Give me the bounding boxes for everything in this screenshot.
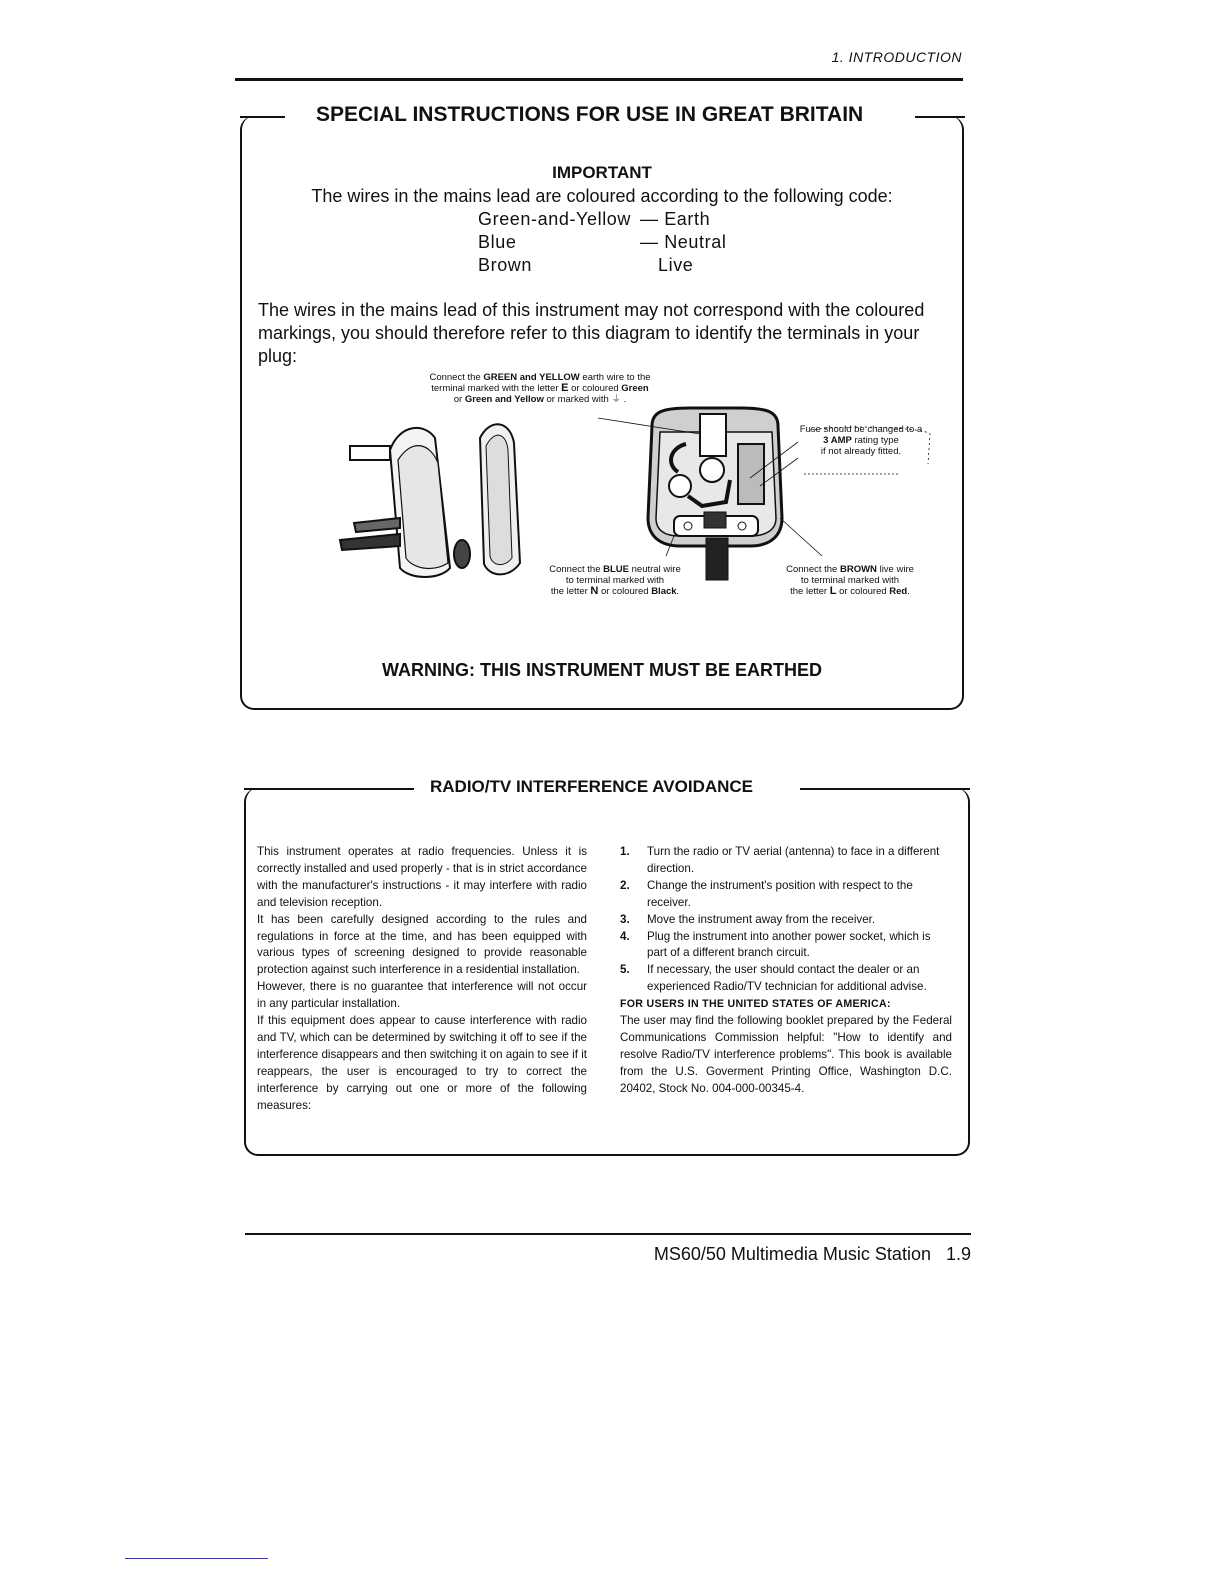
plug-exploded-view bbox=[340, 424, 520, 577]
interference-paragraph: If this equipment does appear to cause interference with radio and TV, which can be determined by switching it off to see if the interference disappears and then switching it on again to see if it reappears, the user is encouraged to try to correct the interference by carrying out one or more of the following measures: bbox=[257, 1014, 587, 1112]
interference-paragraph: However, there is no guarantee that interference will not occur in any particular installation. bbox=[257, 980, 587, 1011]
callout-text: the letter bbox=[790, 586, 830, 597]
list-item bbox=[620, 912, 952, 929]
wire-colour: Green-and-Yellow bbox=[478, 209, 632, 229]
callout-text: Connect the bbox=[786, 564, 840, 575]
callout-emphasis: BLUE bbox=[603, 564, 629, 575]
interference-paragraph: This instrument operates at radio frequencies. Unless it is correctly installed and used properly - that is in strict accordance with the manufacturer's instructions - it may interfere with radio and television reception. bbox=[257, 845, 587, 909]
box-top-border-left bbox=[244, 788, 414, 790]
callout-emphasis: Black bbox=[651, 586, 677, 597]
callout-text: or marked with bbox=[543, 394, 612, 405]
plug-wiring-diagram bbox=[330, 368, 950, 608]
callout-text: . bbox=[907, 586, 910, 597]
measures-list bbox=[620, 844, 952, 996]
earth-callout bbox=[400, 372, 680, 405]
callout-emphasis: BROWN bbox=[839, 564, 877, 575]
wire-code-row bbox=[478, 255, 693, 276]
callout-text: live wire bbox=[876, 564, 914, 575]
interference-intro-column bbox=[257, 844, 587, 1115]
interference-paragraph: It has been carefully designed according to the rules and regulations in force at the time, and has been equipped with various types of screening designed to provide reasonable protection against such interference in a residential installation. bbox=[257, 912, 587, 977]
callout-emphasis: Red bbox=[889, 586, 908, 597]
callout-text: or bbox=[453, 394, 465, 405]
callout-emphasis: Green bbox=[621, 383, 649, 394]
callout-emphasis: E bbox=[561, 382, 569, 394]
list-item bbox=[620, 929, 952, 963]
callout-text: terminal marked with the letter bbox=[431, 383, 562, 394]
callout-text: if not already fitted. bbox=[820, 446, 902, 457]
list-text: Turn the radio or TV aerial (antenna) to face in a different direction. bbox=[647, 845, 940, 875]
fuse-callout bbox=[776, 424, 946, 457]
callout-emphasis: L bbox=[829, 585, 837, 597]
callout-emphasis: 3 AMP bbox=[823, 435, 852, 446]
callout-text: the letter bbox=[550, 586, 591, 597]
callout-text: Connect the bbox=[549, 564, 604, 575]
wire-meaning: — Earth bbox=[640, 209, 711, 229]
list-number: 1. bbox=[620, 845, 630, 858]
list-number: 5. bbox=[620, 963, 630, 977]
callout-text: rating type bbox=[851, 435, 899, 446]
neutral-callout bbox=[530, 564, 700, 597]
wire-code-row bbox=[478, 232, 726, 253]
interference-measures-column bbox=[620, 844, 952, 1098]
bottom-link-underline bbox=[125, 1558, 268, 1559]
box-top-border-left bbox=[240, 116, 285, 118]
usa-paragraph: The user may find the following booklet prepared by the Federal Communications Commission helpful: "How to identify and resolve Radio/TV interference problems". This book is available from the U.S. Goverment Printing Office, Washington D.C. 20402, Stock No. 004-000-00345-4. bbox=[620, 1014, 952, 1095]
list-number: 2. bbox=[620, 878, 630, 892]
list-text: Plug the instrument into another power socket, which is part of a different branch circuit. bbox=[647, 929, 931, 960]
box-top-border-right bbox=[915, 116, 965, 118]
callout-text: Connect the bbox=[429, 372, 484, 383]
wire-colour: Brown bbox=[478, 255, 533, 275]
usa-heading: FOR USERS IN THE UNITED STATES OF AMERICA: bbox=[620, 998, 891, 1011]
list-item bbox=[620, 962, 952, 996]
callout-text: or coloured bbox=[836, 586, 890, 597]
diagram-intro-paragraph: The wires in the mains lead of this instrument may not correspond with the coloured markings, you should therefore refer to this diagram to identify the terminals in your plug: bbox=[258, 300, 925, 366]
footer-rule bbox=[245, 1233, 971, 1235]
page-footer: MS60/50 Multimedia Music Station 1.9 bbox=[653, 1244, 971, 1264]
list-text: Change the instrument's position with respect to the receiver. bbox=[647, 878, 913, 909]
important-heading: IMPORTANT bbox=[552, 163, 652, 182]
header-rule bbox=[235, 78, 963, 81]
callout-text: or coloured bbox=[598, 586, 652, 597]
earthing-warning: WARNING: THIS INSTRUMENT MUST BE EARTHED bbox=[382, 660, 822, 680]
list-number: 3. bbox=[620, 912, 630, 926]
callout-text: Fuse should be changed to a bbox=[799, 424, 923, 435]
radio-tv-box-title: RADIO/TV INTERFERENCE AVOIDANCE bbox=[414, 777, 769, 797]
wire-code-intro: The wires in the mains lead are coloured according to the following code: bbox=[311, 186, 893, 206]
list-text: Move the instrument away from the receiver. bbox=[647, 912, 876, 926]
wire-meaning: Live bbox=[658, 255, 694, 275]
list-text: If necessary, the user should contact the dealer or an experienced Radio/TV technician for additional advise. bbox=[647, 963, 927, 994]
list-number: 4. bbox=[620, 929, 630, 943]
list-item bbox=[620, 878, 952, 912]
callout-text: neutral wire bbox=[629, 564, 681, 575]
callout-text: . bbox=[676, 586, 680, 597]
plug-internal-view bbox=[648, 408, 782, 580]
wire-meaning: — Neutral bbox=[640, 232, 727, 252]
list-item bbox=[620, 844, 952, 878]
callout-emphasis: Green and Yellow bbox=[464, 394, 544, 405]
callout-text: earth wire to the bbox=[579, 372, 651, 383]
callout-text: or coloured bbox=[568, 383, 622, 394]
callout-emphasis: N bbox=[590, 585, 599, 597]
callout-text: to terminal marked with bbox=[565, 575, 665, 586]
callout-text: to terminal marked with bbox=[800, 575, 900, 586]
callout-text: . bbox=[620, 394, 627, 405]
wire-colour: Blue bbox=[478, 232, 517, 252]
gb-box-title: SPECIAL INSTRUCTIONS FOR USE IN GREAT BRITAIN bbox=[300, 103, 879, 127]
callout-emphasis: GREEN and YELLOW bbox=[483, 372, 580, 383]
box-top-border-right bbox=[800, 788, 970, 790]
section-header: 1. INTRODUCTION bbox=[831, 49, 962, 65]
wire-code-row bbox=[478, 209, 710, 230]
earth-symbol-icon: ⏚ bbox=[611, 394, 621, 405]
live-callout bbox=[760, 564, 940, 597]
